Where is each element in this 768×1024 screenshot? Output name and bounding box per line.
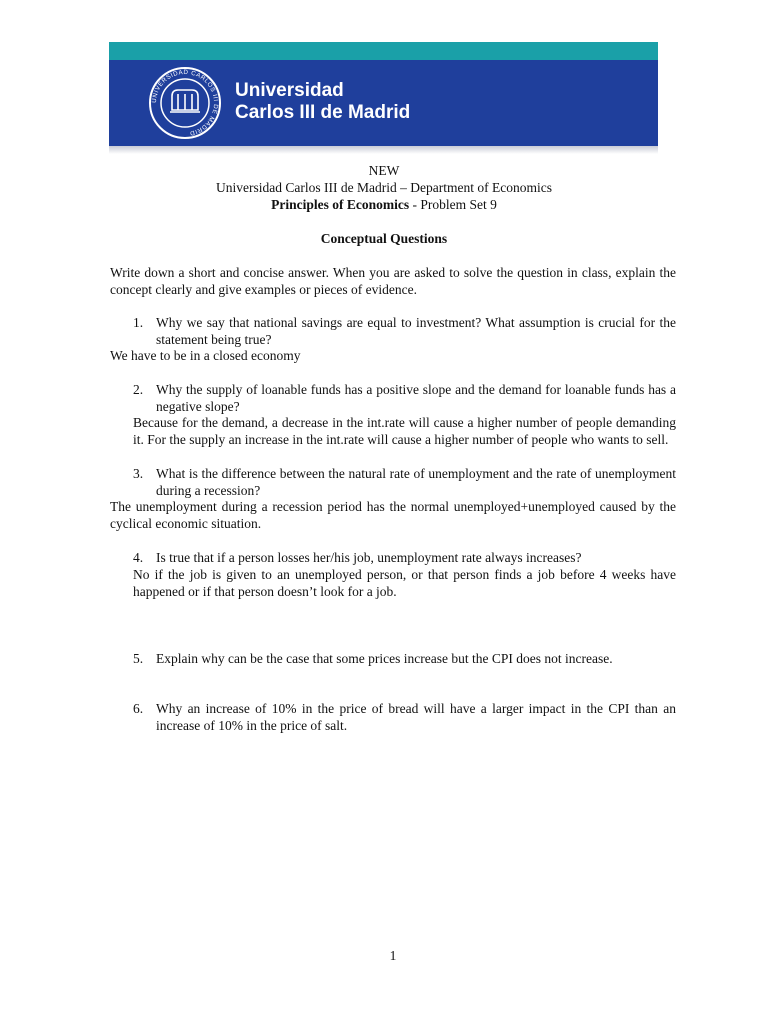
page-number: 1 [389,948,397,963]
course-title: Principles of Economics [271,197,410,212]
question-text: What is the difference between the natural rate of unemployment and the rate of unemployment during a recession? [156,466,676,498]
university-name-line1: Universidad [235,80,344,101]
question-text: Why the supply of loanable funds has a positive slope and the demand for loanable funds has a negative slope? [156,382,676,414]
answer-text: We have to be in a closed economy [110,348,301,363]
university-name [235,80,410,124]
question-number: 2. [133,382,144,397]
course-line [0,197,768,213]
intro-paragraph: Write down a short and concise answer. When you are asked to solve the question in class, explain the concept clearly and give examples or pieces of evidence. [110,265,676,297]
university-name-line2: Carlos III de Madrid [235,102,411,123]
question-number: 1. [133,315,144,330]
question-number: 5. [133,651,144,666]
banner-shadow [109,146,658,154]
department-line: Universidad Carlos III de Madrid – Department of Economics [216,180,552,195]
section-title: Conceptual Questions [320,231,448,246]
question-number: 6. [133,701,144,716]
new-label: NEW [368,163,400,178]
university-seal-logo [148,66,222,140]
answer-text: The unemployment during a recession period has the normal unemployed+unemployed caused by the cyclical economic situation. [110,499,676,531]
question-text: Explain why can be the case that some prices increase but the CPI does not increase. [156,651,613,666]
question-text: Why we say that national savings are equal to investment? What assumption is crucial for the statement being true? [156,315,676,347]
seal-text: UNIVERSIDAD CARLOS III DE MADRID [150,68,220,137]
problem-set-label: - Problem Set 9 [409,197,497,212]
question-text: Why an increase of 10% in the price of bread will have a larger impact in the CPI than an increase of 10% in the price of salt. [156,701,676,733]
question-number: 3. [133,466,144,481]
banner-accent-stripe [109,42,658,60]
answer-text: Because for the demand, a decrease in the int.rate will cause a higher number of people demanding it. For the supply an increase in the int.rate will cause a higher number of people who wants to sell. [133,415,676,447]
question-number: 4. [133,550,144,565]
answer-text: No if the job is given to an unemployed person, or that person finds a job before 4 weeks have happened or if that person doesn’t look for a job. [133,567,676,599]
question-text: Is true that if a person losses her/his job, unemployment rate always increases? [156,550,582,565]
